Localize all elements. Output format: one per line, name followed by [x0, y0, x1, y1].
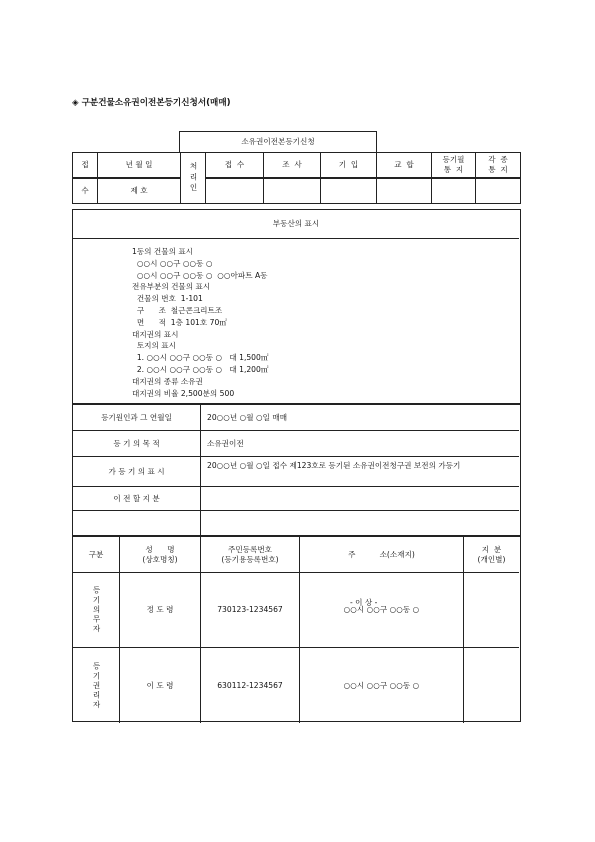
- party-column-header: 지 분 (개인별): [464, 537, 519, 573]
- party-address: ○○시 ○○구 ○○동 ○: [300, 648, 464, 723]
- party-share: [464, 573, 519, 648]
- party-type-label: 등기권리자: [92, 661, 101, 710]
- party-name: 이 도 령: [120, 648, 201, 723]
- field-value: 20○○년 ○월 ○일 접수 제123호로 등기된 소유권이전청구권 보전의 가등기: [201, 457, 519, 487]
- field-label: [73, 511, 201, 535]
- receipt-column-cell: [320, 178, 377, 204]
- fields-table: [72, 404, 521, 536]
- property-description: [132, 246, 512, 399]
- property-line: 1. ○○시 ○○구 ○○동 ○ 대 1,500㎡: [132, 353, 269, 363]
- property-line: 2. ○○시 ○○구 ○○동 ○ 대 1,200㎡: [132, 364, 269, 374]
- receipt-column-cell: [431, 178, 476, 204]
- receipt-table: [72, 152, 521, 204]
- receipt-label: 접: [72, 152, 98, 178]
- party-column-header: 주민등록번호 (등기용등록번호): [201, 537, 300, 573]
- property-line: ○○시 ○○구 ○○동 ○: [132, 258, 213, 268]
- handler-label: 처리인: [189, 162, 198, 194]
- party-id-number: 730123-1234567: [201, 573, 300, 648]
- property-line: 건물의 번호 1-101: [132, 294, 203, 304]
- document-title: ◈ 구분건물소유권이전본등기신청서(매매): [72, 98, 231, 108]
- property-line: ○○시 ○○구 ○○동 ○ ○○아파트 A동: [132, 270, 268, 280]
- receipt-number: 제 호: [97, 178, 181, 204]
- receipt-column-header: 기 입: [320, 152, 377, 178]
- party-type: [73, 573, 120, 648]
- property-line: 대지권의 비율 2,500분의 500: [132, 388, 235, 398]
- receipt-column-cell: [263, 178, 321, 204]
- party-column-header: 성 명 (상호명칭): [120, 537, 201, 573]
- field-value: 20○○년 ○월 ○일 매매: [201, 405, 519, 431]
- property-line: 면 적 1층 101호 70㎡: [132, 317, 227, 327]
- property-line: 대지권의 종류 소유권: [132, 376, 203, 386]
- receipt-column-header: 각 종 통 지: [475, 152, 521, 178]
- field-label: 등 기 의 목 적: [73, 431, 201, 457]
- property-line: 토지의 표시: [132, 341, 176, 351]
- parties-table: [72, 536, 521, 722]
- party-type-label: 등기의무자: [92, 586, 101, 634]
- party-column-header: 주 소(소재지): [300, 537, 464, 573]
- receipt-date: 년 월 일: [97, 152, 181, 178]
- application-title: 소유권이전본등기신청: [179, 131, 377, 153]
- receipt-column-cell: [475, 178, 521, 204]
- field-value: [201, 487, 519, 511]
- party-id-number: 630112-1234567: [201, 648, 300, 723]
- receipt-column-cell: [205, 178, 264, 204]
- field-value: 소유권이전: [201, 431, 519, 457]
- receipt-label-2: 수: [72, 178, 98, 204]
- receipt-column-cell: [376, 178, 432, 204]
- property-line: 전유부분의 건물의 표시: [132, 282, 211, 292]
- end-mark: - 이 상 -: [350, 598, 378, 607]
- property-line: 대지권의 표시: [132, 329, 179, 339]
- property-heading: 부동산의 표시: [73, 210, 519, 239]
- field-label: 등기원인과 그 연월일: [73, 405, 201, 431]
- receipt-column-header: 접 수: [205, 152, 264, 178]
- party-name: 정 도 령: [120, 573, 201, 648]
- receipt-column-header: 조 사: [263, 152, 321, 178]
- party-column-header: 구분: [73, 537, 120, 573]
- party-share: [464, 648, 519, 723]
- receipt-column-header: 교 합: [376, 152, 432, 178]
- property-line: 구 조 철근콘크리트조: [132, 305, 223, 315]
- field-label: 이 전 할 지 분: [73, 487, 201, 511]
- receipt-column-header: 등기필 통 지: [431, 152, 476, 178]
- field-label: 가 등 기 의 표 시: [73, 457, 201, 487]
- handler-cell: [180, 152, 206, 204]
- field-value: [201, 511, 519, 535]
- party-type: [73, 648, 120, 723]
- party-address: ○○시 ○○구 ○○동 ○: [300, 573, 464, 648]
- property-line: 1동의 건물의 표시: [132, 247, 194, 256]
